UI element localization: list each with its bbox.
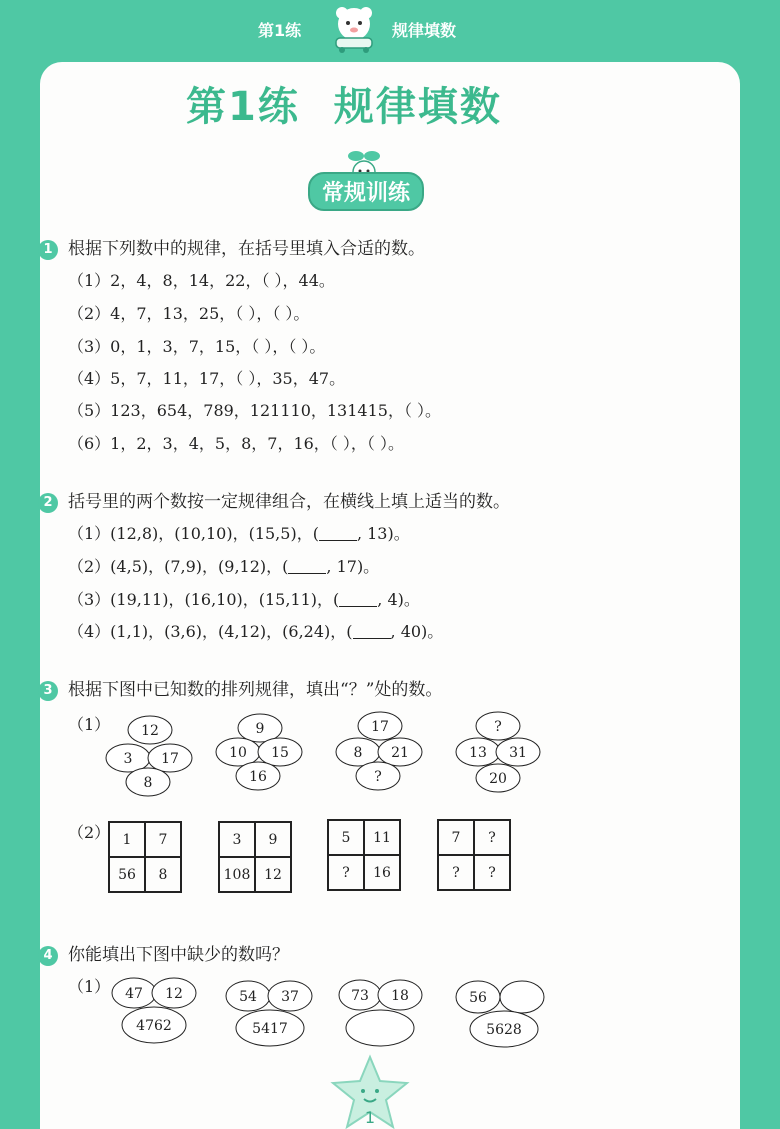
- q4-part1-label: （1）: [68, 977, 111, 996]
- oval-top-left: 56: [469, 990, 487, 1006]
- flower-top: 9: [255, 721, 265, 737]
- answer-blank[interactable]: [319, 526, 357, 541]
- q1-item-1: （1）2，4，8，14，22，（ ），44。: [68, 271, 335, 290]
- flower-left: 8: [353, 745, 363, 761]
- answer-blank[interactable]: [353, 624, 391, 639]
- flower-right: 21: [391, 745, 409, 761]
- answer-blank[interactable]: [288, 559, 326, 574]
- flower-top: 12: [141, 723, 159, 739]
- question-1: [38, 234, 425, 260]
- question-4-prompt: 你能填出下图中缺少的数吗？: [68, 945, 289, 965]
- grid-cell: 8: [145, 857, 181, 892]
- grid-cell: 3: [219, 822, 255, 857]
- header-lesson: 第1练: [258, 21, 302, 40]
- q1-item-6: （6）1，2，3，4，5，8，7，16，（ ），（ ）。: [68, 434, 404, 453]
- flower-diagram-4: [456, 708, 546, 794]
- grid-cell: 108: [219, 857, 255, 892]
- page-number-star-icon: [330, 1055, 410, 1129]
- flower-bottom: 20: [489, 771, 507, 787]
- question-2: [38, 487, 510, 513]
- number-grid-4: [437, 819, 511, 891]
- question-2-prompt: 括号里的两个数按一定规律组合，在横线上填上适当的数。: [68, 492, 510, 512]
- grid-cell: ?: [438, 855, 474, 890]
- q2-item-4: （4）(1,1)，(3,6)，(4,12)，(6,24)，( , 40)。: [68, 622, 444, 641]
- oval-bottom: 4762: [136, 1018, 172, 1034]
- oval-bottom: 5628: [486, 1022, 522, 1038]
- page-title: [186, 75, 502, 132]
- q1-item-5: （5）123，654，789，121110，131415，（ ）。: [68, 401, 442, 420]
- flower-diagram-1: [104, 712, 194, 798]
- question-3-prompt: 根据下图中已知数的排列规律，填出“？”处的数。: [68, 680, 443, 700]
- flower-bottom: ?: [374, 769, 382, 785]
- oval-top-left: 54: [239, 989, 257, 1005]
- grid-cell: 9: [255, 822, 291, 857]
- oval-top-left: 73: [351, 988, 369, 1004]
- oval-top-right: 37: [281, 989, 299, 1005]
- page-number: 1: [364, 1108, 376, 1127]
- oval-group-4: [454, 980, 546, 1050]
- question-number-2: 2: [38, 493, 58, 513]
- q2-item-1: （1）(12,8)，(10,10)，(15,5)，( , 13)。: [68, 524, 410, 543]
- question-1-prompt: 根据下列数中的规律，在括号里填入合适的数。: [68, 239, 425, 259]
- question-number-3: 3: [38, 681, 58, 701]
- grid-cell: 11: [364, 820, 400, 855]
- oval-top-right: 12: [165, 986, 183, 1002]
- flower-diagram-3: [336, 708, 426, 794]
- flower-left: 10: [229, 745, 247, 761]
- number-grid-3: [327, 819, 401, 891]
- q2-item-3: （3）(19,11)，(16,10)，(15,11)，( , 4)。: [68, 590, 420, 609]
- flower-diagram-2: [214, 710, 304, 796]
- q3-part2-label: （2）: [68, 823, 111, 842]
- grid-cell: 56: [109, 857, 145, 892]
- title-topic: 规律填数: [333, 84, 502, 130]
- grid-cell: 7: [438, 820, 474, 855]
- flower-right: 31: [509, 745, 527, 761]
- flower-left: 13: [469, 745, 487, 761]
- grid-cell: 5: [328, 820, 364, 855]
- flower-top: 17: [371, 719, 389, 735]
- question-3: [38, 675, 442, 701]
- header-topic: 规律填数: [392, 21, 457, 40]
- oval-group-2: [224, 980, 316, 1050]
- q1-item-2: （2）4，7，13，25，（ ），（ ）。: [68, 304, 310, 323]
- oval-top-right: 18: [391, 988, 409, 1004]
- grid-cell: ?: [474, 820, 510, 855]
- q3-part1-label: （1）: [68, 715, 111, 734]
- grid-cell: 1: [109, 822, 145, 857]
- oval-group-1: [108, 976, 200, 1046]
- flower-bottom: 8: [143, 775, 153, 791]
- grid-cell: 12: [255, 857, 291, 892]
- flower-right: 15: [271, 745, 289, 761]
- q1-item-3: （3）0，1，3，7，15，（ ），（ ）。: [68, 337, 326, 356]
- title-lesson: 第1练: [186, 84, 300, 130]
- question-number-1: 1: [38, 240, 58, 260]
- header-bar: [0, 0, 780, 58]
- question-number-4: 4: [38, 946, 58, 966]
- q1-item-4: （4）5，7，11，17，（ ），35，47。: [68, 369, 346, 388]
- grid-cell: 7: [145, 822, 181, 857]
- number-grid-2: [218, 821, 292, 893]
- question-4: [38, 940, 289, 966]
- badge-label: 常规训练: [308, 172, 424, 211]
- answer-blank[interactable]: [339, 592, 377, 607]
- grid-cell: ?: [474, 855, 510, 890]
- grid-cell: ?: [328, 855, 364, 890]
- oval-group-3: [338, 978, 430, 1050]
- q2-item-2: （2）(4,5)，(7,9)，(9,12)，( , 17)。: [68, 557, 380, 576]
- flower-bottom: 16: [249, 769, 267, 785]
- flower-left: 3: [123, 751, 133, 767]
- section-badge: [298, 148, 448, 214]
- oval-top-left: 47: [125, 986, 143, 1002]
- grid-cell: 16: [364, 855, 400, 890]
- flower-right: 17: [161, 751, 179, 767]
- number-grid-1: [108, 821, 182, 893]
- flower-top: ?: [494, 719, 502, 735]
- oval-bottom: 5417: [252, 1021, 288, 1037]
- mascot-icon: [328, 4, 380, 54]
